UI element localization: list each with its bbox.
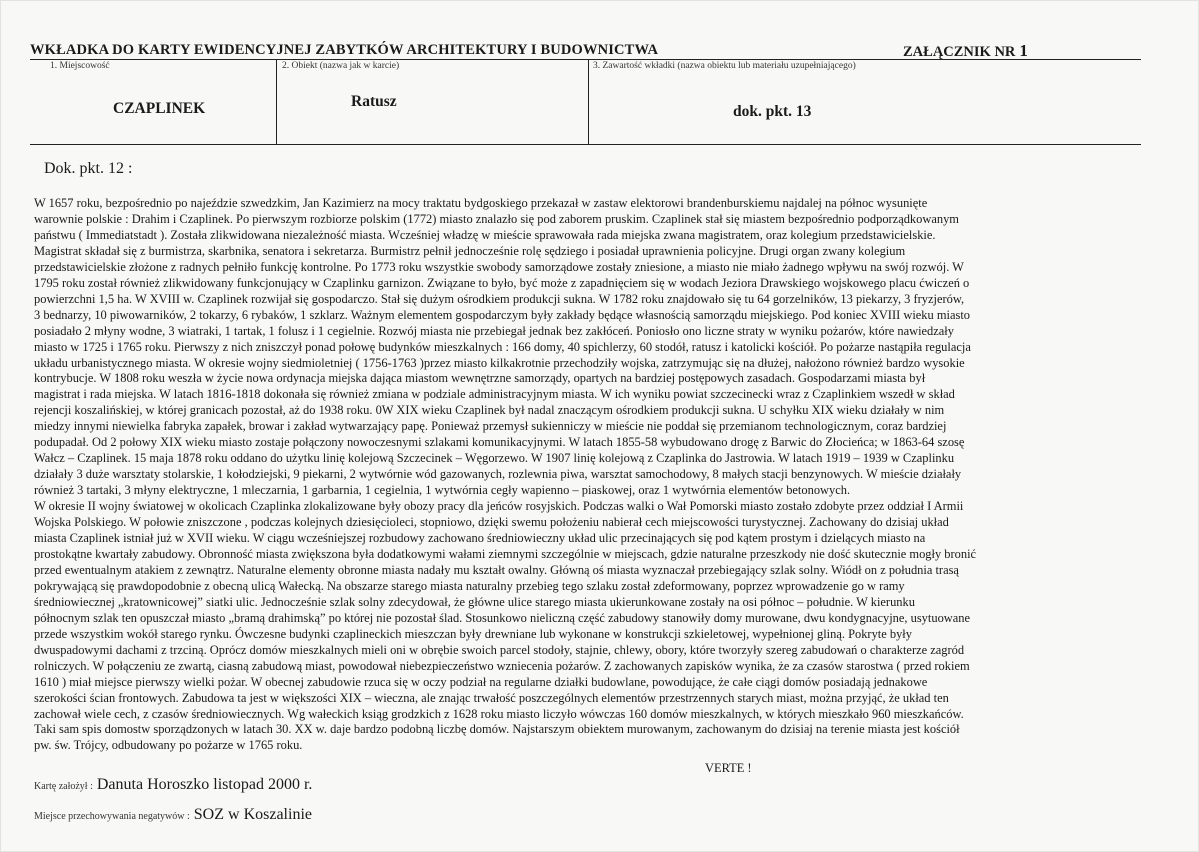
header-rule-top: [30, 59, 1141, 60]
body-line: W okresie II wojny światowej w okolicach Czaplinka zlokalizowane były obozy pracy dla jeńców rosyjskich. Podczas walki o Wał Pomorski miasto zostało zdobyte przez oddział I Armii: [34, 499, 964, 514]
author-value: Danuta Horoszko listopad 2000 r.: [96, 776, 313, 793]
body-line: szerokości ścian frontowych. Zabudowa ta jest w większości XIX – wieczna, ale znając trwałość poszczególnych elementów przestrzennych starych miast, można przyjąć, że układ ten: [34, 690, 949, 705]
document-title: WKŁADKA DO KARTY EWIDENCYJNEJ ZABYTKÓW ARCHITEKTURY I BUDOWNICTWA: [30, 42, 659, 58]
attachment-number: 1: [1019, 41, 1028, 60]
body-line: miedzy innymi niewielka fabryka zapałek, browar i zakład wytwarzający papę. Ponieważ przemysł sukienniczy w mieście nie poddał się przemianom technologicznym, coraz bardziej: [34, 419, 947, 434]
body-line: Taki sam spis domostw sporządzonych w latach 30. XX w. daje bardzo podobną liczbę domów. Najstarszym obiektem murowanym, zachowanym do dzisiaj na terenie miasta jest kościół: [34, 722, 960, 737]
locality-label: 1. Miejscowość: [50, 61, 110, 71]
body-line: miasta Czaplinek istniał już w XVII wieku. W ciągu wcześniejszej rozbudowy zachowano średniowieczny układ ulic przecinających się pod kątem prostym i dzielących miasto na: [34, 531, 926, 546]
body-line: miasto w 1725 i 1765 roku. Pierwszy z nich zniszczył ponad połowę budynków mieszkalnych : 166 domy, 40 spichlerzy, 60 stodół, ratusz i katolicki kościół. Po pożarze nastąpiła regulacja: [34, 339, 971, 354]
body-line: magistrat i rada miejska. W latach 1816-1818 dokonała się również zmiana w podziale administracyjnym miasta. W ich wyniku powiat szczecinecki wraz z Czaplinkiem wszedł w skład: [34, 387, 955, 402]
body-line: działały 3 duże warsztaty stolarskie, 1 kołodziejski, 9 piekarni, 2 wytwórnie wód gazowanych, rozlewnia piwa, warsztat samochodowy, 8 małych stacji benzynowych. W mieście działały: [34, 467, 962, 482]
body-text: [34, 196, 1139, 754]
body-line: Wojska Polskiego. W połowie zniszczone , podczas kolejnych dziesięcioleci, stopniowo, dzięki swemu położeniu nabierał cech miejscowości turystycznej. Zachowany do dzisiaj układ: [34, 515, 949, 530]
body-line: rolniczych. W połączeniu ze zwartą, ciasną zabudową miast, powodował niebezpieczeństwo wzniecenia pożarów. Z zachowanych zapisków wynika, że za czasów starostwa ( przed rokiem: [34, 658, 970, 673]
body-line: przed ewentualnym atakiem z zewnątrz. Naturalne elementy obronne miasta nadały mu kształt owalny. Główną oś miasta wyznaczał przebiegający szlak solny. Wiódł on z południa trasą: [34, 562, 959, 577]
object-value: Ratusz: [351, 93, 397, 110]
storage-value: SOZ w Koszalinie: [193, 806, 312, 823]
body-line: posiadało 2 młyny wodne, 3 wiatraki, 1 tartak, 1 folusz i 1 cegielnie. Rozwój miasta nie przebiegał jednak bez zakłóceń. Poniosło ono liczne straty w wyniku pożarów, które nawiedzały: [34, 323, 954, 338]
body-line: dwuspadowymi dachami z trzciną. Oprócz domów mieszkalnych mieli oni w obrębie swoich parcel stodoły, stajnie, chlewy, obory, które tworzyły szereg zabudowań o charakterze zagród: [34, 642, 965, 657]
body-line: również 3 tartaki, 3 młyny elektryczne, 1 mleczarnia, 1 garbarnia, 1 cegielnia, 1 wytwórnia cegły wapienno – piaskowej, oraz 1 wytwórnia elementów betonowych.: [34, 483, 851, 498]
body-line: prostokątne kwartały zabudowy. Obronność miasta zwiększona była dodatkowymi wałami ziemnymi szczególnie w miejscach, gdzie naturalne przeszkody nie dość skutecznie mogły bronić: [34, 546, 977, 561]
body-line: 3 bednarzy, 10 piwowarników, 2 tokarzy, 6 rybaków, 1 szklarz. Ważnym elementem gospodarczym były zakłady będące własnością samorządu miejskiego. Pod koniec XVIII wieku miasto: [34, 307, 971, 322]
body-line: państwu ( Immediatstadt ). Została zlikwidowana niezależność miasta. Wcześniej władzę w mieście sprawowała rada miejska zwana magistratem, oraz kolegium przedstawicielskie.: [34, 227, 936, 242]
body-line: Magistrat składał się z burmistrza, skarbnika, senatora i sekretarza. Burmistrz pełnił jednocześnie rolę sędziego i posiadał uprawnienia policyjne. Drugi organ zwany kolegium: [34, 243, 906, 258]
attachment-label-text: ZAŁĄCZNIK NR: [903, 44, 1016, 60]
body-line: przede wszystkim wokół starego rynku. Ówczesne budynki czaplineckich mieszczan były drewniane lub wykonane w konstrukcji szkieletowej, wypełnionej gliną. Pokryte były: [34, 626, 912, 641]
attachment-label: [903, 41, 1028, 61]
body-line: 1795 roku został również zlikwidowany funkcjonujący w Czaplinku garnizon. Związane to było, być może z zapadnięciem się w wodach Jeziora Drawskiego wojskowego placu ćwiczeń o: [34, 275, 970, 290]
contents-label: 3. Zawartość wkładki (nazwa obiektu lub materiału uzupełniającego): [593, 61, 856, 71]
body-line: W 1657 roku, bezpośrednio po najeździe szwedzkim, Jan Kazimierz na mocy traktatu bydgoskiego przekazał w zastaw elektorowi brandenburskiemu najdalej na północ wysunięte: [34, 196, 928, 210]
locality-value: CZAPLINEK: [113, 100, 206, 117]
body-line: pw. św. Trójcy, odbudowany po pożarze w 1765 roku.: [34, 738, 303, 753]
storage-line: [34, 806, 312, 824]
storage-label: Miejsce przechowywania negatywów :: [34, 811, 190, 822]
body-line: Wałcz – Czaplinek. 15 maja 1878 roku oddano do użytku linię kolejową Szczecinek – Węgorzewo. W 1907 linię kolejową z Czaplinka do Jastrowia. W latach 1919 – 1939 w Czaplinku: [34, 451, 955, 466]
contents-value: dok. pkt. 13: [733, 103, 812, 120]
body-line: północnym szlak ten opuszczał miasto „bramą drahimską” po której nie pozostał ślad. Stosunkowo nieliczną część zabudowy stanowiły domy murowane, dwu kondygnacyjne, usytuowane: [34, 610, 971, 625]
verte-note: VERTE !: [705, 761, 752, 775]
body-line: pokrywającą się prawdopodobnie z obecną ulicą Wałecką. Na obszarze starego miasta naturalny przebieg tego szlaku został zdeformowany, poprzez wprowadzenie go w ramy: [34, 578, 905, 593]
body-line: przedstawicielskie złożone z radnych pełniło funkcję kontrolne. Po 1773 roku wszystkie swobody samorządowe zostały zniesione, a miasto nie miało żadnego wpływu na swój rozwój. W: [34, 259, 964, 274]
body-line: warownie polskie : Drahim i Czaplinek. Po pierwszym rozbiorze polskim (1772) miasto znalazło się pod zaborem pruskim. Czaplinek stał się miastem bezpośrednio podporządkowanym: [34, 211, 959, 226]
body-line: kontrybucje. W 1808 roku weszła w życie nowa ordynacja miejska dająca miastom wewnętrzne samorządy, opartych na bardziej postępowych zasadach. Gospodarzami miasta był: [34, 371, 926, 386]
author-line: [34, 776, 312, 794]
field-divider-1: [276, 60, 277, 144]
body-line: 1610 ) miał miejsce pierwszy wielki pożar. W obecnej zabudowie rzuca się w oczy podział na regularne działki budowlane, powodujące, że całe ciągi domów posiadają jednakowe: [34, 674, 928, 689]
body-line: powierzchni 1,5 ha. W XVIII w. Czaplinek rozwijał się gospodarczo. Stał się dużym ośrodkiem produkcji sukna. W 1782 roku znajdowało się tu 64 gorzelników, 13 piekarzy, 3 fryzjerów,: [34, 291, 965, 306]
header-rule-bottom: [30, 144, 1141, 145]
section-heading: Dok. pkt. 12 :: [44, 160, 133, 177]
author-label: Kartę założył :: [34, 781, 93, 792]
object-label: 2. Obiekt (nazwa jak w karcie): [282, 61, 400, 71]
body-line: zachował wiele cech, z czasów średniowiecznych. Wg wałeckich ksiąg grodzkich z 1628 roku miasto liczyło wówczas 160 domów mieszkalnych, w których mieszkało 960 mieszkańców.: [34, 706, 964, 721]
body-line: rejencji koszalińskiej, w której granicach pozostał, aż do 1938 roku. 0W XIX wieku Czaplinek był nadal znaczącym ośrodkiem produkcji sukna. U schyłku XIX wieku działały w nim: [34, 403, 945, 418]
field-divider-2: [588, 60, 589, 144]
body-line: średniowiecznej „kratownicowej” siatki ulic. Jednocześnie szlak solny zdecydował, że główne ulice starego miasta ukierunkowane zostały na osi północ – południe. W kierunku: [34, 594, 915, 609]
body-line: podupadał. Od 2 połowy XIX wieku miasto zostaje połączony nowoczesnymi szlakami komunikacyjnymi. W latach 1855-58 wybudowano drogę z Barwic do Złocieńca; w 1863-64 szosę: [34, 435, 965, 450]
body-line: układu urbanistycznego miasta. W okresie wojny siedmioletniej ( 1756-1763 )przez miasto kilkakrotnie przechodziły wojska, zatrzymując się na dłużej, nałożono również bardzo wysokie: [34, 355, 965, 370]
